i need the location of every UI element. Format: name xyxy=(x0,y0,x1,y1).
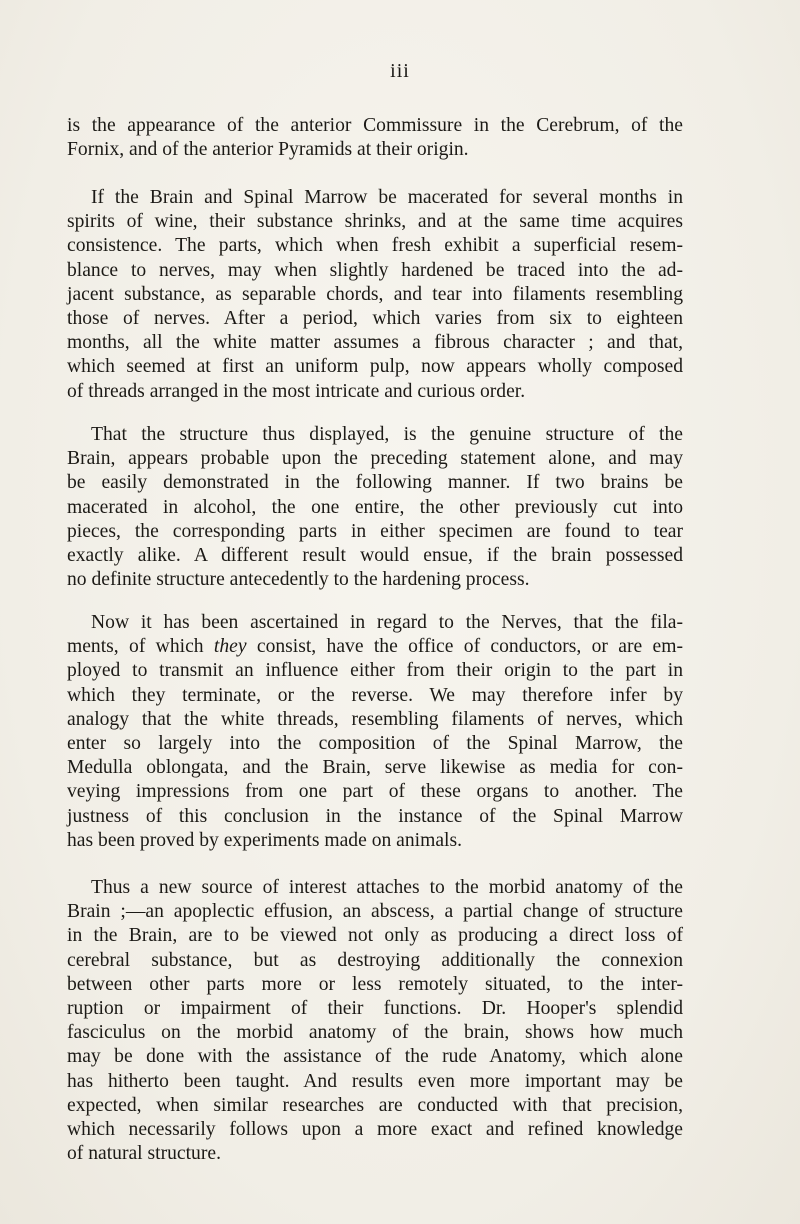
text-line: has hitherto been taught. And results even more important may be xyxy=(67,1070,683,1092)
text-line: cerebral substance, but as destroying additionally the connexion xyxy=(67,949,683,971)
text-line: has been proved by experiments made on animals. xyxy=(67,829,463,851)
text-line: be easily demonstrated in the following manner. If two brains be xyxy=(67,472,683,494)
text-line: is the appearance of the anterior Commissure in the Cerebrum, of the xyxy=(67,115,683,136)
text-line: ruption or impairment of their functions. Dr. Hooper's splendid xyxy=(67,997,683,1019)
text-line: months, all the white matter assumes a fibrous character ; and that, xyxy=(67,332,683,354)
text-line: which seemed at first an uniform pulp, now appears wholly composed xyxy=(67,356,683,378)
text-line: no definite structure antecedently to the hardening process. xyxy=(67,569,530,591)
text-line: ployed to transmit an influence either from their origin to the part in xyxy=(67,660,683,682)
text-line: spirits of wine, their substance shrinks, and at the same time acquires xyxy=(67,211,683,233)
text-line: Medulla oblongata, and the Brain, serve likewise as media for con- xyxy=(67,757,683,779)
text-line: consistence. The parts, which when fresh exhibit a superficial resem- xyxy=(67,235,683,257)
text-line: blance to nerves, may when slightly hardened be traced into the ad- xyxy=(67,259,683,281)
text-line: of natural structure. xyxy=(67,1143,221,1165)
text-line: Fornix, and of the anterior Pyramids at their origin. xyxy=(67,139,469,161)
text-line: That the structure thus displayed, is the genuine structure of the xyxy=(91,424,683,445)
text-line: Thus a new source of interest attaches to the morbid anatomy of the xyxy=(91,877,683,898)
text-line: jacent substance, as separable chords, and tear into filaments resembling xyxy=(67,283,683,305)
text-line: pieces, the corresponding parts in either specimen are found to tear xyxy=(67,520,683,542)
text-line: macerated in alcohol, the one entire, the other previously cut into xyxy=(67,496,683,518)
text-line: Brain ;—an apoplectic effusion, an abscess, a partial change of structure xyxy=(67,901,683,923)
page-number: iii xyxy=(390,60,410,82)
text-line xyxy=(67,635,683,659)
text-line: of threads arranged in the most intricate and curious order. xyxy=(67,380,526,402)
text-line: exactly alike. A different result would ensue, if the brain possessed xyxy=(67,544,683,566)
text-line: Now it has been ascertained in regard to the Nerves, that the fila- xyxy=(91,612,683,633)
text-line: justness of this conclusion in the instance of the Spinal Marrow xyxy=(67,805,683,827)
text-fragment: consist, have the office of conductors, or are em- xyxy=(246,636,683,658)
paragraph-1 xyxy=(67,114,683,162)
text-line: veying impressions from one part of these organs to another. The xyxy=(67,781,683,803)
text-line: in the Brain, are to be viewed not only as producing a direct loss of xyxy=(67,925,683,947)
text-line: between other parts more or less remotely situated, to the inter- xyxy=(67,973,683,995)
italic-word: they xyxy=(213,636,247,658)
text-line: may be done with the assistance of the rude Anatomy, which alone xyxy=(67,1046,683,1068)
text-fragment: ments, of which xyxy=(67,636,214,658)
text-line: those of nerves. After a period, which varies from six to eighteen xyxy=(67,307,683,329)
text-line: which they terminate, or the reverse. We may therefore infer by xyxy=(67,684,683,706)
text-line: analogy that the white threads, resembling filaments of nerves, which xyxy=(67,708,683,730)
text-line: Brain, appears probable upon the preceding statement alone, and may xyxy=(67,448,683,470)
paragraph-2 xyxy=(67,186,683,404)
text-line: expected, when similar researches are conducted with that precision, xyxy=(67,1094,683,1116)
text-line: If the Brain and Spinal Marrow be macerated for several months in xyxy=(91,187,683,208)
text-line: fasciculus on the morbid anatomy of the brain, shows how much xyxy=(67,1022,683,1044)
text-line: which necessarily follows upon a more exact and refined knowledge xyxy=(67,1118,683,1140)
text-line: enter so largely into the composition of the Spinal Marrow, the xyxy=(67,732,683,754)
paragraph-5 xyxy=(67,876,683,1166)
paragraph-4 xyxy=(67,611,683,853)
paragraph-3 xyxy=(67,423,683,592)
